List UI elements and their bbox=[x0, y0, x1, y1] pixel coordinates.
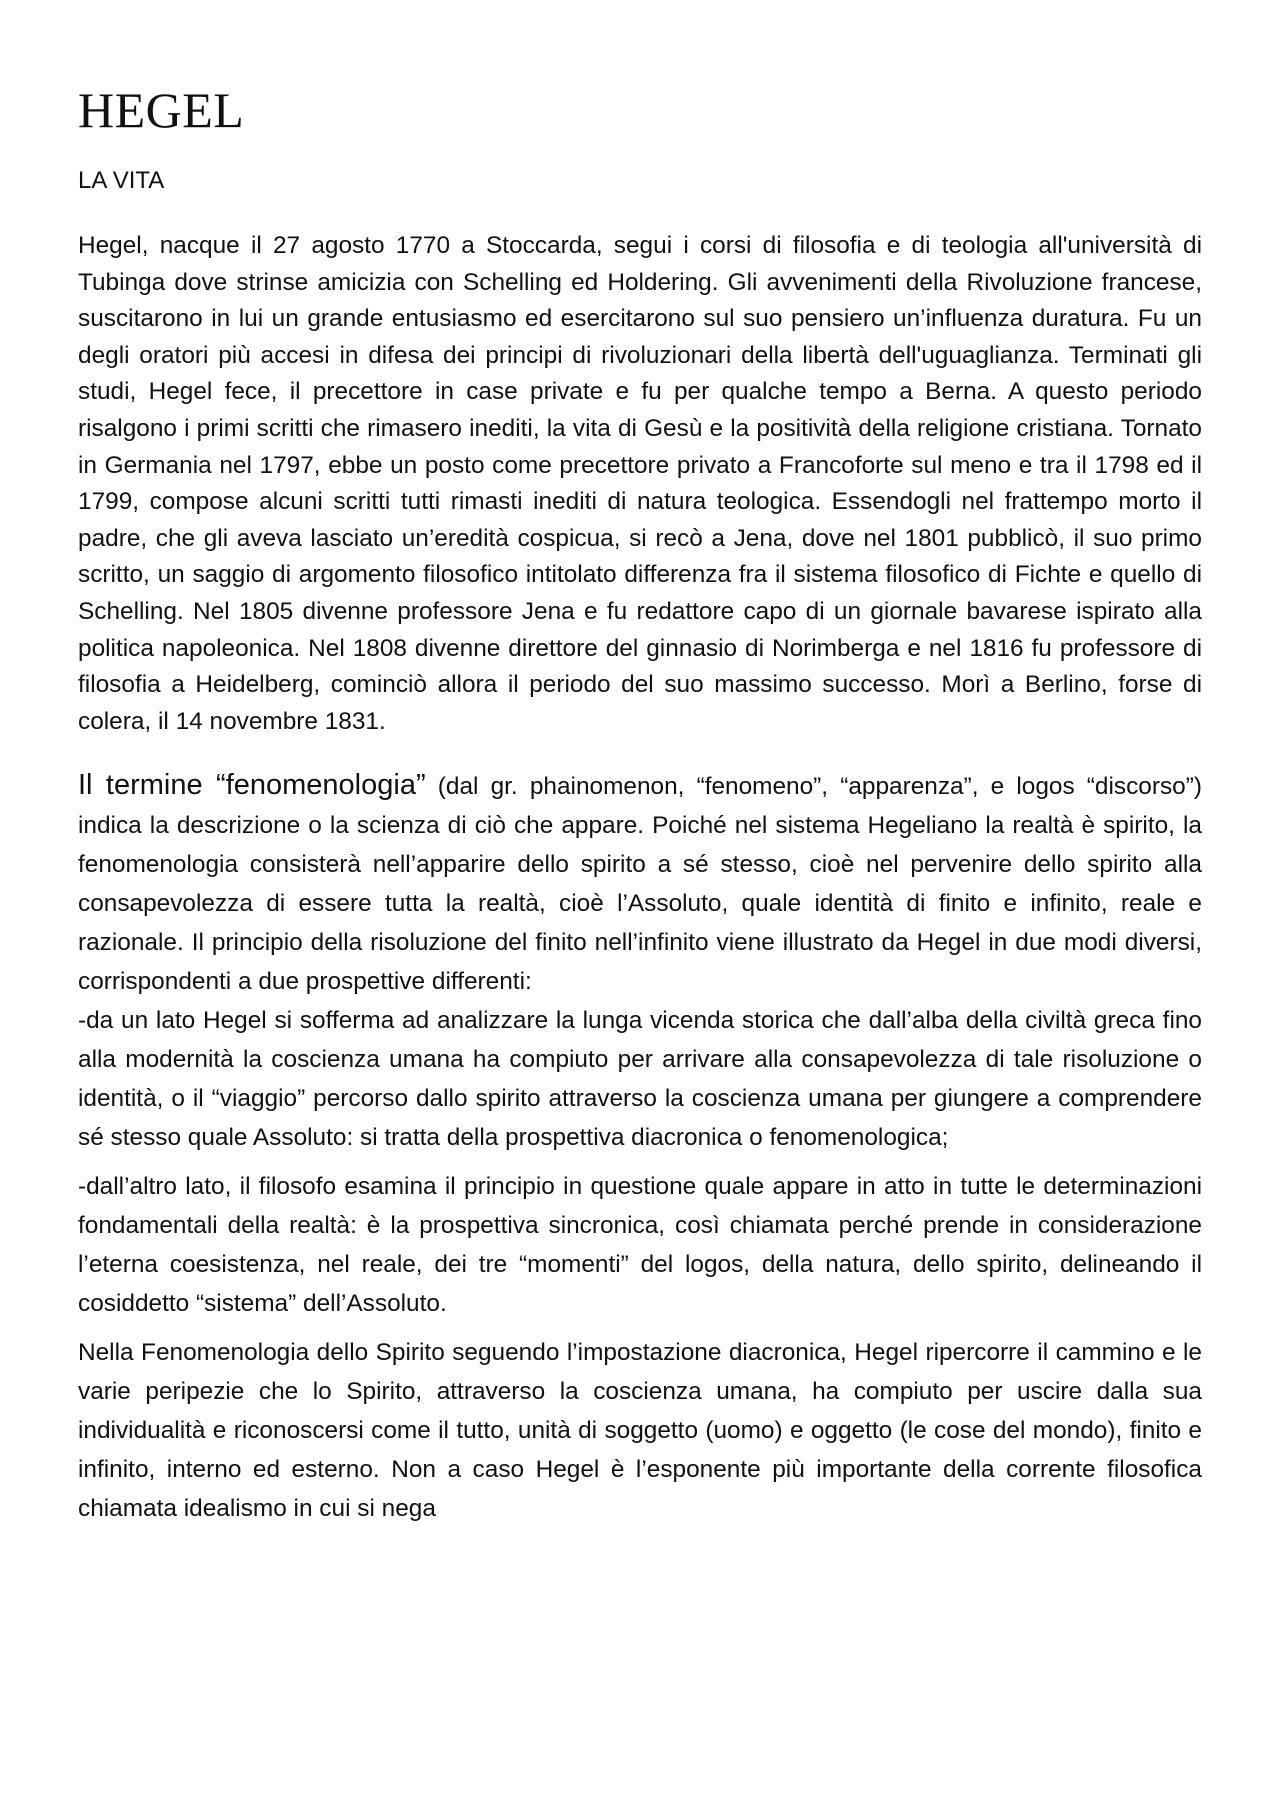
phenomenology-lead: Il termine “fenomenologia” bbox=[78, 769, 426, 802]
section-heading-life: LA VITA bbox=[78, 167, 165, 194]
closing-paragraph: Nella Fenomenologia dello Spirito seguendo l’impostazione diacronica, Hegel ripercorre il cammino e le varie peripezie che lo Spirito, attraverso la coscienza umana, ha compiuto per uscire dalla sua individualità e riconoscersi come il tutto, unità di soggetto (uomo) e oggetto (le cose del mondo), finito e infinito, interno ed esterno. Non a caso Hegel è l’esponente più importante della corrente filosofica chiamata idealismo in cui si nega bbox=[78, 1339, 1202, 1523]
document-page bbox=[78, 80, 1202, 1538]
diachronic-point: -da un lato Hegel si sofferma ad analizzare la lunga vicenda storica che dall’alba della civiltà greca fino alla modernità la coscienza umana ha compiuto per arrivare alla consapevolezza di tale risoluzione o identità, o il “viaggio” percorso dallo spirito attraverso la coscienza umana per giungere a comprendere sé stesso quale Assoluto: si tratta della prospettiva diacronica o fenomenologica; bbox=[78, 1007, 1202, 1152]
life-paragraph: Hegel, nacque il 27 agosto 1770 a Stoccarda, segui i corsi di filosofia e di teologia all'università di Tubinga dove strinse amicizia con Schelling ed Holdering. Gli avvenimenti della Rivoluzione francese, suscitarono in lui un grande entusiasmo ed esercitarono sul suo pensiero un’influenza duratura. Fu un degli oratori più accesi in difesa dei principi di rivoluzionari della libertà dell'uguaglianza. Terminati gli studi, Hegel fece, il precettore in case private e fu per qualche tempo a Berna. A questo periodo risalgono i primi scritti che rimasero inediti, la vita di Gesù e la positività della religione cristiana. Tornato in Germania nel 1797, ebbe un posto come precettore privato a Francoforte sul meno e tra il 1798 ed il 1799, compose alcuni scritti tutti rimasti inediti di natura teologica. Essendogli nel frattempo morto il padre, che gli aveva lasciato un’eredità cospicua, si recò a Jena, dove nel 1801 pubblicò, il suo primo scritto, un saggio di argomento filosofico intitolato differenza fra il sistema filosofico di Fichte e quello di Schelling. Nel 1805 divenne professore Jena e fu redattore capo di un giornale bavarese ispirato alla politica napoleonica. Nel 1808 divenne direttore del ginnasio di Norimberga e nel 1816 fu professore di filosofia a Heidelberg, cominciò allora il periodo del suo massimo successo. Morì a Berlino, forse di colera, il 14 novembre 1831. bbox=[78, 232, 1202, 735]
phenomenology-definition: (dal gr. phainomenon, “fenomeno”, “apparenza”, e logos “discorso”) indica la descrizione o la scienza di ciò che appare. Poiché nel sistema Hegeliano la realtà è spirito, la fenomenologia consisterà nell’apparire dello spirito a sé stesso, cioè nel pervenire dello spirito alla consapevolezza di essere tutta la realtà, cioè l’Assoluto, quale identità di finito e infinito, reale e razionale. Il principio della risoluzione del finito nell’infinito viene illustrato da Hegel in due modi diversi, corrispondenti a due prospettive differenti: bbox=[78, 773, 1202, 996]
phenomenology-paragraph bbox=[78, 766, 1202, 1001]
synchronic-point: -dall’altro lato, il filosofo esamina il principio in questione quale appare in atto in tutte le determinazioni fondamentali della realtà: è la prospettiva sincronica, così chiamata perché prende in considerazione l’eterna coesistenza, nel reale, dei tre “momenti” del logos, della natura, dello spirito, delineando il cosiddetto “sistema” dell’Assoluto. bbox=[78, 1173, 1202, 1318]
document-title: HEGEL bbox=[78, 82, 245, 138]
